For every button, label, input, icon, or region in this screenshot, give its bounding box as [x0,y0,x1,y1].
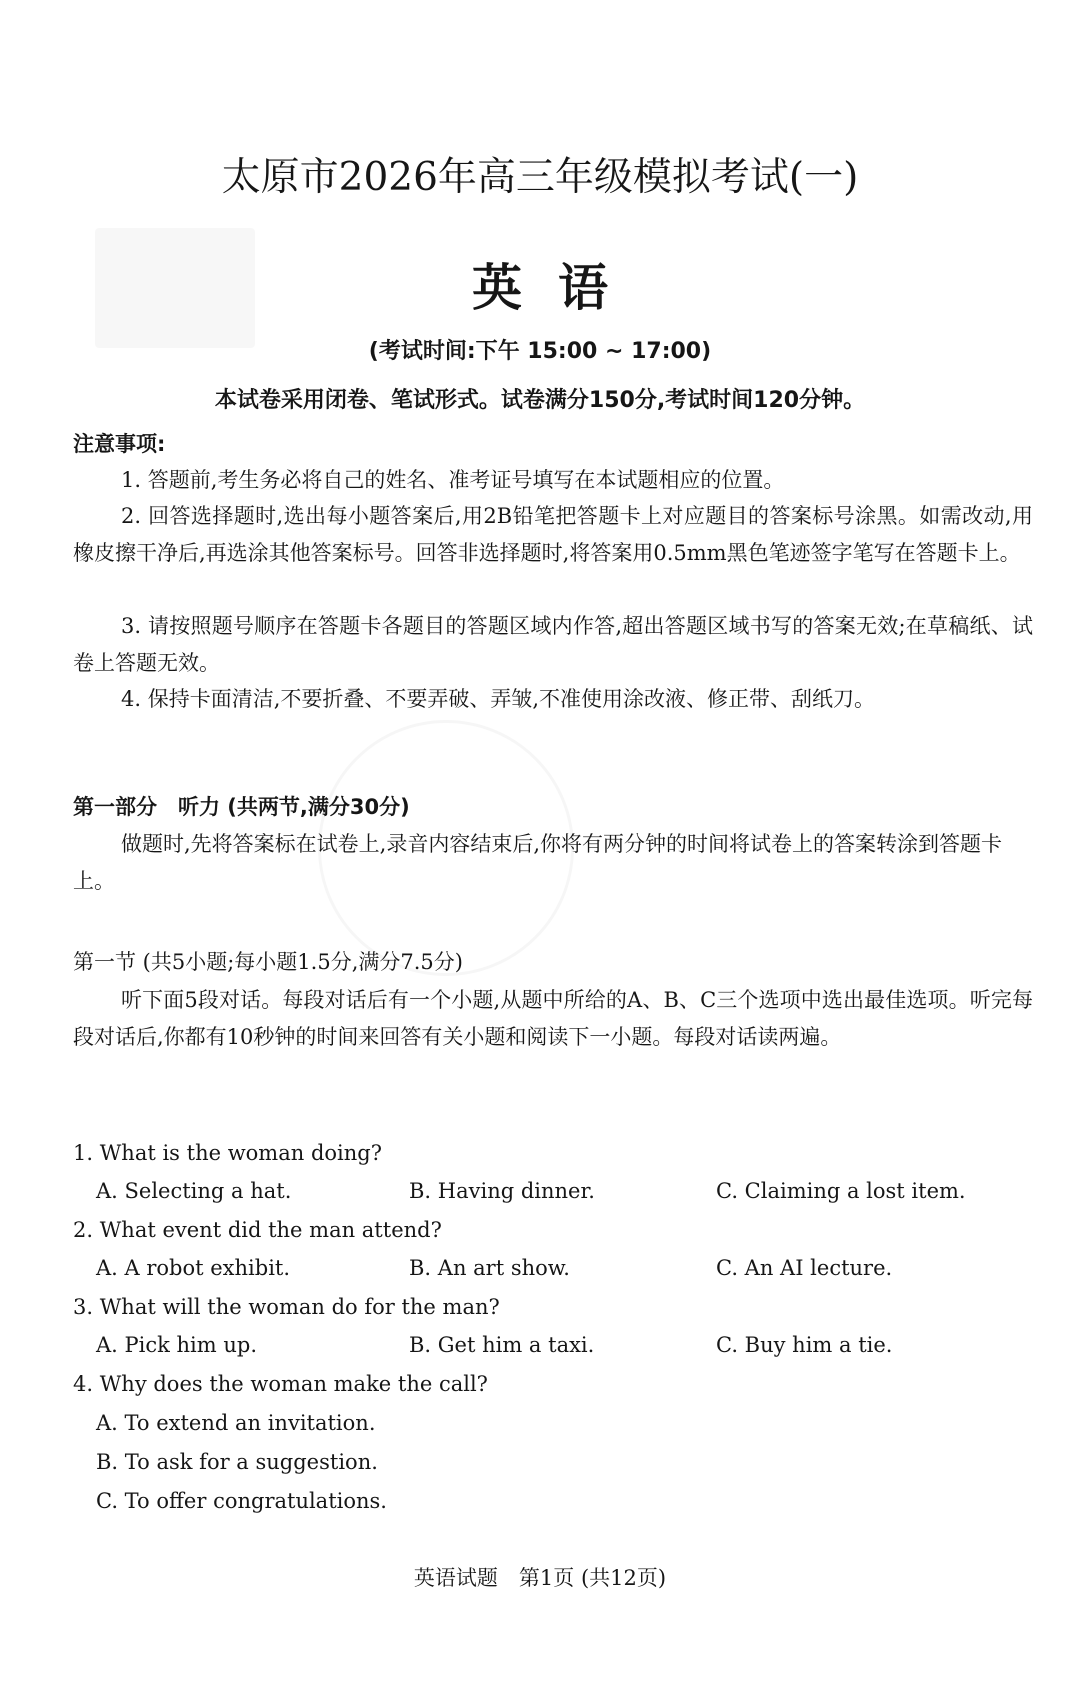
part-one-heading: 第一部分 听力 (共两节,满分30分) [73,795,410,819]
exam-time: (考试时间:下午 15:00 ~ 17:00) [368,339,712,364]
option-c: C. To offer congratulations. [96,1489,387,1513]
question-stem: 4. Why does the woman make the call? [73,1372,488,1396]
page-footer: 英语试题 第1页 (共12页) [413,1566,667,1590]
question-stem: 1. What is the woman doing? [73,1141,382,1165]
option-b: B. An art show. [409,1256,570,1280]
subject-title: 英语 [472,258,644,317]
option-c: C. An AI lecture. [716,1256,893,1280]
exam-format-note: 本试卷采用闭卷、笔试形式。试卷满分150分,考试时间120分钟。 [214,388,866,413]
question-stem: 2. What event did the man attend? [73,1218,442,1242]
question-stem: 3. What will the woman do for the man? [73,1295,500,1319]
section-one-instruction: 听下面5段对话。每段对话后有一个小题,从题中所给的A、B、C三个选项中选出最佳选项。听完每段对话后,你都有10秒钟的时间来回答有关小题和阅读下一小题。每段对话读两遍。 [73,988,1033,1049]
option-a: A. Selecting a hat. [96,1179,292,1203]
part-one-instruction: 做题时,先将答案标在试卷上,录音内容结束后,你将有两分钟的时间将试卷上的答案转涂到答题卡上。 [73,832,1003,893]
exam-title: 太原市2026年高三年级模拟考试(一) [221,155,859,200]
notice-item-4: 4. 保持卡面清洁,不要折叠、不要弄破、弄皱,不准使用涂改液、修正带、刮纸刀。 [121,687,876,711]
notice-item-3: 3. 请按照题号顺序在答题卡各题目的答题区域内作答,超出答题区域书写的答案无效;在草稿纸、试卷上答题无效。 [73,614,1033,675]
option-b: B. Get him a taxi. [409,1333,595,1357]
notice-item-2: 2. 回答选择题时,选出每小题答案后,用2B铅笔把答题卡上对应题目的答案标号涂黑。如需改动,用橡皮擦干净后,再选涂其他答案标号。回答非选择题时,将答案用0.5mm黑色笔迹签字笔写在答题卡上。 [73,504,1033,565]
section-one-heading: 第一节 (共5小题;每小题1.5分,满分7.5分) [73,950,463,974]
notice-heading: 注意事项: [73,432,166,456]
option-a: A. Pick him up. [96,1333,257,1357]
option-b: B. To ask for a suggestion. [96,1450,378,1474]
notice-item-1: 1. 答题前,考生务必将自己的姓名、准考证号填写在本试题相应的位置。 [121,468,785,492]
option-a: A. To extend an invitation. [96,1411,376,1435]
option-a: A. A robot exhibit. [96,1256,291,1280]
option-b: B. Having dinner. [409,1179,595,1203]
option-c: C. Buy him a tie. [716,1333,893,1357]
option-c: C. Claiming a lost item. [716,1179,966,1203]
